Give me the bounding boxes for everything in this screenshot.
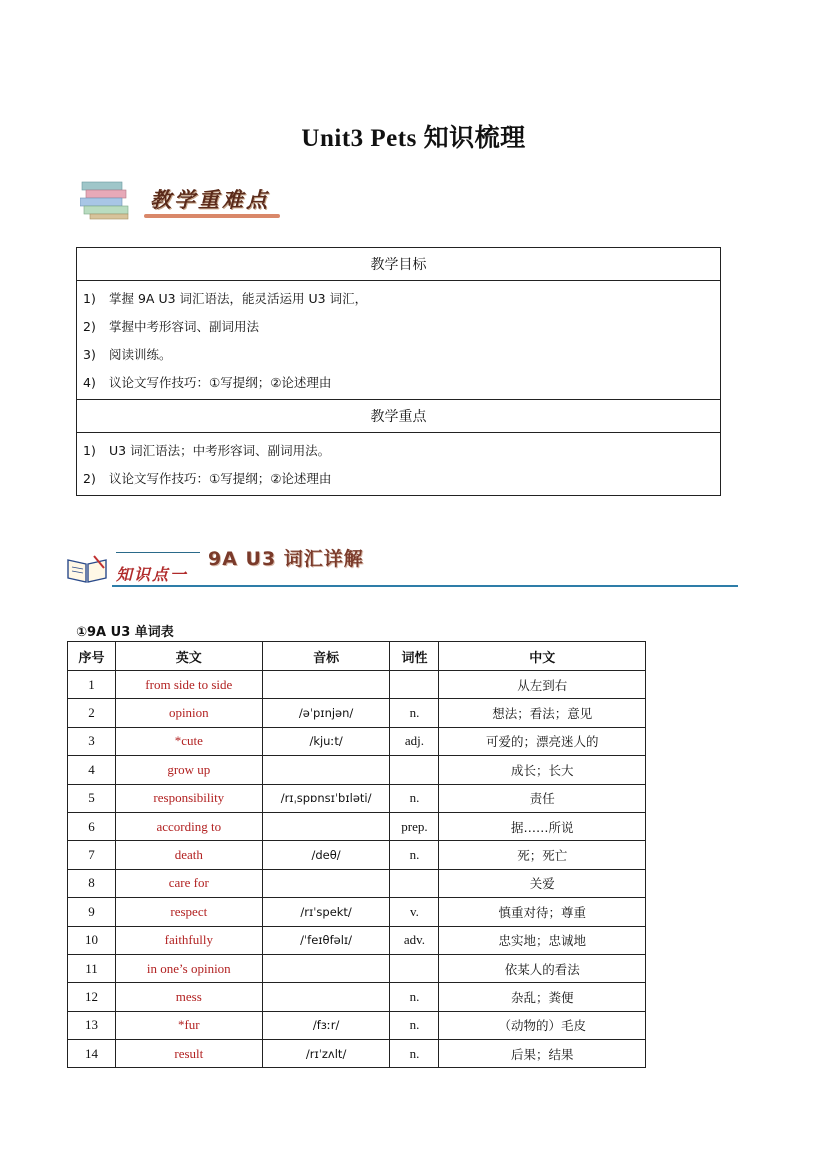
cell-ph (262, 983, 390, 1011)
cell-en: death (115, 841, 262, 869)
list-item: 4) 议论文写作技巧：①写提纲；②论述理由 (83, 375, 332, 390)
cell-zh: 关爱 (439, 869, 646, 897)
cell-en: in one’s opinion (115, 954, 262, 982)
cell-no: 12 (68, 983, 116, 1011)
cell-pos: n. (390, 1040, 439, 1068)
banner-topic: 9A U3 词汇详解 (208, 548, 364, 570)
cell-zh: 后果；结果 (439, 1040, 646, 1068)
vocab-caption: ①9A U3 单词表 (76, 625, 174, 640)
cell-en: opinion (115, 699, 262, 727)
cell-zh: 杂乱；粪便 (439, 983, 646, 1011)
cell-ph: /əˈpɪnjən/ (262, 699, 390, 727)
cell-ph: /rɪˈspekt/ (262, 898, 390, 926)
cell-ph: /ˈfeɪθfəlɪ/ (262, 926, 390, 954)
cell-pos: n. (390, 784, 439, 812)
cell-pos: adv. (390, 926, 439, 954)
banner-subtitle: 知识点一 (116, 565, 189, 584)
list-item: 1) 掌握 9A U3 词汇语法，能灵活运用 U3 词汇， (83, 291, 368, 306)
cell-ph: /rɪˌspɒnsɪˈbɪləti/ (262, 784, 390, 812)
cell-no: 5 (68, 784, 116, 812)
cell-ph: /rɪˈzʌlt/ (262, 1040, 390, 1068)
cell-zh: 慎重对待；尊重 (439, 898, 646, 926)
vocab-table (67, 641, 646, 1068)
table-row (68, 898, 646, 926)
table-row (68, 727, 646, 755)
keys-heading: 教学重点 (77, 400, 721, 433)
cell-pos: n. (390, 983, 439, 1011)
cell-ph: /fɜːr/ (262, 1011, 390, 1039)
goals-heading: 教学目标 (77, 248, 721, 281)
objectives-table (76, 247, 721, 496)
section-banner-key-points (76, 174, 286, 224)
table-row (68, 1011, 646, 1039)
cell-ph (262, 756, 390, 784)
cell-no: 11 (68, 954, 116, 982)
banner-title: 教学重难点 (150, 187, 270, 212)
cell-en: care for (115, 869, 262, 897)
col-header-pos: 词性 (390, 642, 439, 671)
cell-no: 13 (68, 1011, 116, 1039)
table-row (68, 756, 646, 784)
cell-zh: 可爱的；漂亮迷人的 (439, 727, 646, 755)
cell-zh: 死；死亡 (439, 841, 646, 869)
cell-ph (262, 954, 390, 982)
cell-en: result (115, 1040, 262, 1068)
banner-underline (144, 214, 280, 218)
cell-en: faithfully (115, 926, 262, 954)
table-row (68, 812, 646, 840)
cell-zh: 依某人的看法 (439, 954, 646, 982)
cell-pos (390, 869, 439, 897)
cell-no: 2 (68, 699, 116, 727)
table-row (68, 926, 646, 954)
table-row (68, 841, 646, 869)
cell-pos: n. (390, 1011, 439, 1039)
banner-baseline (112, 585, 738, 587)
list-item: 1) U3 词汇语法；中考形容词、副词用法。 (83, 443, 331, 458)
cell-en: according to (115, 812, 262, 840)
cell-no: 10 (68, 926, 116, 954)
cell-zh: 据……所说 (439, 812, 646, 840)
cell-pos: v. (390, 898, 439, 926)
col-header-english: 英文 (115, 642, 262, 671)
cell-pos: n. (390, 699, 439, 727)
cell-ph: /kjuːt/ (262, 727, 390, 755)
cell-no: 1 (68, 671, 116, 699)
table-row (68, 784, 646, 812)
cell-ph (262, 671, 390, 699)
banner-rule (116, 552, 200, 553)
cell-zh: 从左到右 (439, 671, 646, 699)
page-title: Unit3 Pets 知识梳理 (301, 125, 526, 152)
table-row (68, 1040, 646, 1068)
cell-pos (390, 954, 439, 982)
cell-en: respect (115, 898, 262, 926)
cell-pos (390, 756, 439, 784)
cell-en: grow up (115, 756, 262, 784)
list-item: 2) 掌握中考形容词、副词用法 (83, 319, 260, 334)
cell-no: 7 (68, 841, 116, 869)
list-item: 3) 阅读训练。 (83, 347, 172, 362)
cell-no: 4 (68, 756, 116, 784)
cell-zh: 成长；长大 (439, 756, 646, 784)
cell-zh: 责任 (439, 784, 646, 812)
list-item: 2) 议论文写作技巧：①写提纲；②论述理由 (83, 471, 332, 486)
cell-en: from side to side (115, 671, 262, 699)
cell-ph (262, 812, 390, 840)
cell-no: 6 (68, 812, 116, 840)
cell-no: 14 (68, 1040, 116, 1068)
table-row (68, 699, 646, 727)
cell-pos (390, 671, 439, 699)
cell-no: 9 (68, 898, 116, 926)
cell-en: mess (115, 983, 262, 1011)
cell-en: responsibility (115, 784, 262, 812)
cell-en: *cute (115, 727, 262, 755)
table-row (68, 671, 646, 699)
cell-zh: （动物的）毛皮 (439, 1011, 646, 1039)
table-row (68, 869, 646, 897)
col-header-phonetic: 音标 (262, 642, 390, 671)
cell-no: 3 (68, 727, 116, 755)
cell-zh: 想法；看法；意见 (439, 699, 646, 727)
books-icon (80, 178, 132, 220)
table-row (68, 983, 646, 1011)
cell-pos: prep. (390, 812, 439, 840)
col-header-no: 序号 (68, 642, 116, 671)
cell-ph (262, 869, 390, 897)
goals-list (77, 281, 721, 400)
open-book-icon (66, 554, 108, 584)
cell-zh: 忠实地；忠诚地 (439, 926, 646, 954)
col-header-chinese: 中文 (439, 642, 646, 671)
table-row (68, 954, 646, 982)
cell-no: 8 (68, 869, 116, 897)
keys-list (77, 433, 721, 496)
section-banner-vocab (66, 544, 738, 590)
cell-pos: n. (390, 841, 439, 869)
cell-pos: adj. (390, 727, 439, 755)
table-header-row (68, 642, 646, 671)
cell-en: *fur (115, 1011, 262, 1039)
cell-ph: /deθ/ (262, 841, 390, 869)
